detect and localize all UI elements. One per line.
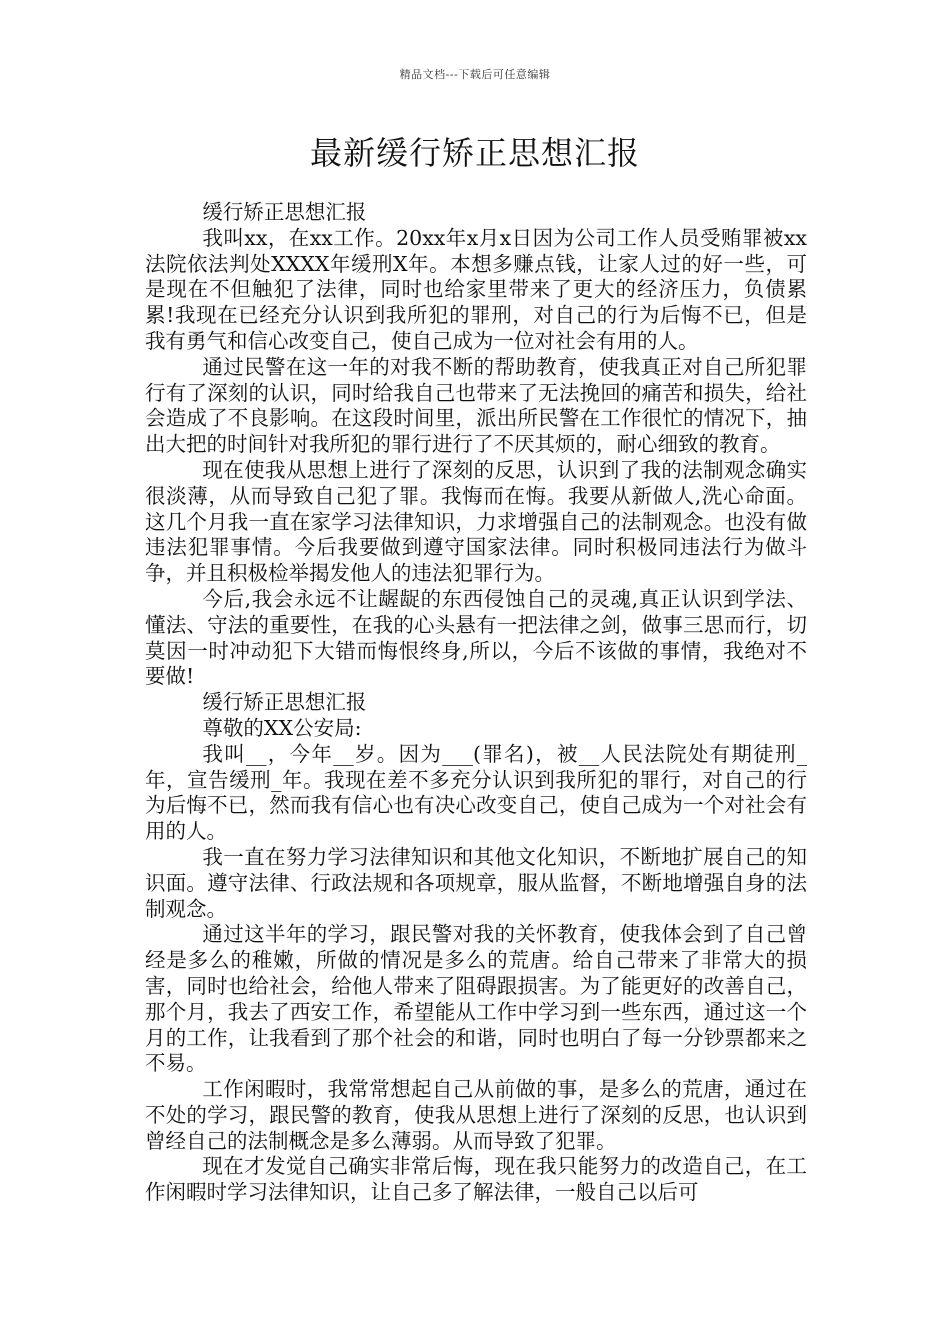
paragraph: 通过这半年的学习，跟民警对我的关怀教育，使我体会到了自己曾经是多么的稚嫩，所做的情况是多么的荒唐。给自己带来了非常大的损害，同时也给社会，给他人带来了阻碍跟损害。为了能更好的改善自己，那个月，我去了西安工作，希望能从工作中学习到一些东西，通过这一个月的工作，让我看到了那个社会的和谐，同时也明白了每一分钞票都来之不易。 bbox=[145, 922, 807, 1076]
paragraph: 我叫xx，在xx工作。20xx年x月x日因为公司工作人员受贿罪被xx法院依法判处XXXX年缓刑X年。本想多赚点钱，让家人过的好一些，可是现在不但触犯了法律，同时也给家里带来了更大的经济压力，负债累累!我现在已经充分认识到我所犯的罪刑，对自己的行为后悔不已，但是我有勇气和信心改变自己，使自己成为一位对社会有用的人。 bbox=[145, 225, 807, 353]
paragraph: 现在才发觉自己确实非常后悔，现在我只能努力的改造自己，在工作闲暇时学习法律知识，让自己多了解法律，一般自己以后可 bbox=[145, 1154, 807, 1205]
document-body bbox=[145, 200, 807, 1206]
paragraph: 我叫__，今年__岁。因为___(罪名)，被__人民法院处有期徒刑_年，宣告缓刑_年。我现在差不多充分认识到我所犯的罪行，对自己的行为后悔不已，然而我有信心也有决心改变自己，使自己成为一个对社会有用的人。 bbox=[145, 741, 807, 844]
paragraph: 通过民警在这一年的对我不断的帮助教育，使我真正对自己所犯罪行有了深刻的认识，同时给我自己也带来了无法挽回的痛苦和损失，给社会造成了不良影响。在这段时间里，派出所民警在工作很忙的情况下，抽出大把的时间针对我所犯的罪行进行了不厌其烦的，耐心细致的教育。 bbox=[145, 354, 807, 457]
paragraph: 现在使我从思想上进行了深刻的反思，认识到了我的法制观念确实很淡薄，从而导致自己犯了罪。我悔而在悔。我要从新做人,洗心命面。这几个月我一直在家学习法律知识，力求增强自己的法制观念。也没有做违法犯罪事情。今后我要做到遵守国家法律。同时积极同违法行为做斗争，并且积极检举揭发他人的违法犯罪行为。 bbox=[145, 457, 807, 586]
paragraph: 工作闲暇时，我常常想起自己从前做的事，是多么的荒唐，通过在不处的学习，跟民警的教育，使我从思想上进行了深刻的反思，也认识到曾经自己的法制概念是多么薄弱。从而导致了犯罪。 bbox=[145, 1077, 807, 1153]
paragraph: 我一直在努力学习法律知识和其他文化知识，不断地扩展自己的知识面。遵守法律、行政法规和各项规章，服从监督，不断地增强自身的法制观念。 bbox=[145, 844, 807, 921]
paragraph: 缓行矫正思想汇报 bbox=[202, 690, 367, 715]
paragraph: 今后,我会永远不让龌龊的东西侵蚀自己的灵魂,真正认识到学法、懂法、守法的重要性，在我的心头悬有一把法律之剑，做事三思而行，切莫因一时冲动犯下大错而悔恨终身,所以，今后不该做的事情，我绝对不要做! bbox=[145, 586, 807, 689]
header-note: 精品文档---下载后可任意编辑 bbox=[399, 68, 551, 81]
paragraph: 尊敬的XX公安局: bbox=[202, 715, 362, 740]
document-title: 最新缓行矫正思想汇报 bbox=[309, 134, 640, 172]
paragraph: 缓行矫正思想汇报 bbox=[202, 200, 367, 224]
